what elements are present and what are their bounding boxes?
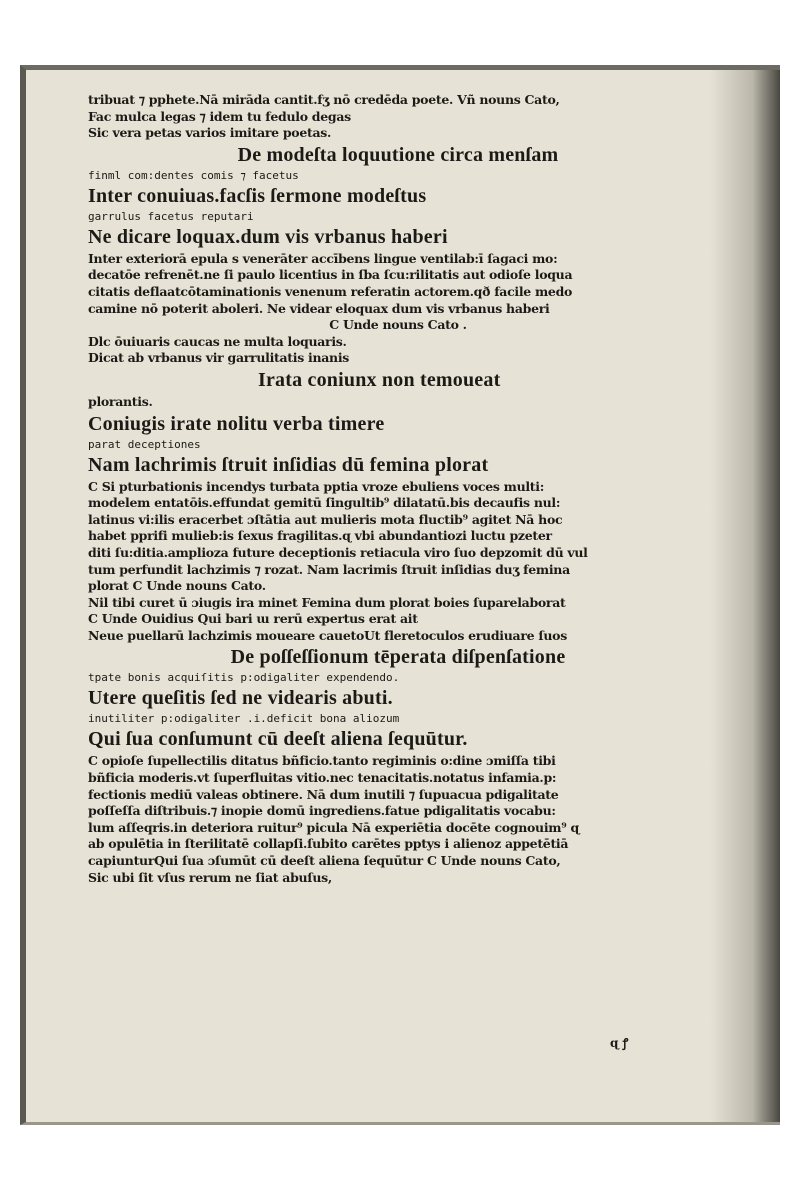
commentary-line: Neue puellarū lachzimis moueare cauetoUt fleretoculos erudiuare ſuos — [88, 627, 567, 643]
commentary-line: Inter exteriorā epula s venerāter accībens lingue ventilab:ī ſagaci mo: — [88, 250, 558, 266]
commentary-line: modelem entatōis.effundat gemitū ſingultib⁹ dilatatū.bis decaufis nul: — [88, 495, 561, 511]
commentary-line: plorat C Unde nouns Cato. — [88, 578, 266, 594]
commentary-line: diti ſu:ditia.amplioza future deceptionis retiacula viro ſuo depzomit dū vul — [88, 544, 588, 560]
commentary-line: latinus vi:ilis eracerbet ɔſtātia aut mulieris mota fluctib⁹ agitet Nā hoc — [88, 511, 563, 527]
page-text — [88, 92, 708, 886]
verse-line: Qui ſua conſumunt cū deeſt aliena ſequūtur. — [88, 728, 468, 751]
commentary-line: Dicat ab vrbanus vir garrulitatis inanis — [88, 350, 350, 366]
commentary-line: C Si pturbationis incendys turbata pptia vroze ebuliens voces multi: — [88, 478, 545, 494]
commentary-line: Nil tibi curet ū ɔiugis ira minet Femina dum plorat boies ſuparelaborat — [88, 594, 566, 610]
citation-line: C Unde nouns Cato . — [329, 317, 467, 333]
text-line: tribuat ⁊ pphete.Nā mirāda cantit.fʒ nō credēda poete. Vñ nouns Cato, — [88, 92, 560, 107]
commentary-line: Sic ubi ſit vſus rerum ne ſiat abuſus, — [88, 869, 332, 885]
commentary-line: poſſeſſa diſtribuis.⁊ inopie domū ingrediens.fatue pdigalitatis vocabu: — [88, 803, 556, 819]
interlinear-gloss: tpate bonis acquiſitis p:odigaliter expendendo. — [88, 671, 400, 685]
commentary-line: C Unde Ouidius Qui bari ɯ rerū expertus erat ait — [88, 611, 418, 627]
commentary-line: bñficia moderis.vt ſuperfluitas vitio.nec tenacitatis.notatus infamia.p: — [88, 770, 557, 786]
commentary-line: decatōe refrenēt.ne ſi paulo licentius in ſba ſcu:rilitatis aut odioſe loqua — [88, 267, 573, 283]
commentary-line: Dlc ōuiuaris caucas ne multa loquaris. — [88, 333, 347, 349]
section-heading: De poſſeſſionum tēperata diſpenſatione — [230, 646, 566, 669]
verse-line: Nam lachrimis ſtruit inſidias dū femina plorat — [88, 453, 489, 476]
verse-line: Utere queſitis ſed ne videaris abuti. — [88, 687, 393, 710]
text-line: Sic vera petas varios imitare poetas. — [88, 125, 332, 141]
commentary-line: camine nō poterit aboleri. Ne videar eloquax dum vis vrbanus haberi — [88, 300, 550, 316]
text-line: Fac mulca legas ⁊ idem tu fedulo degas — [88, 108, 351, 124]
signature-mark: ɋ ꝭ — [610, 1036, 629, 1050]
commentary-line: capiunturQui ſua ɔſumūt cū deeſt aliena ſequūtur C Unde nouns Cato, — [88, 853, 561, 869]
interlinear-gloss: parat deceptiones — [88, 437, 201, 451]
interlinear-gloss: garrulus facetus reputari — [88, 209, 254, 223]
page-gutter-shadow — [710, 70, 780, 1122]
interlinear-gloss: finml com:dentes comis ⁊ facetus — [88, 168, 299, 182]
verse-line: Inter conuiuas.facſis ſermone modeſtus — [88, 184, 427, 207]
commentary-line: lum aſſeqris.in deteriora ruitur⁹ picula Nā experiētia docēte cognouim⁹ ɋ — [88, 819, 579, 835]
verse-line: Ne dicare loquax.dum vis vrbanus haberi — [88, 225, 448, 248]
commentary-line: fectionis mediū valeas obtinere. Nā dum inutili ⁊ ſupuacua pdigalitate — [88, 786, 559, 802]
commentary-line: plorantis. — [88, 393, 153, 409]
verse-line: Irata coniunx non temoueat — [258, 368, 501, 391]
commentary-line: tum perfundit lachzimis ⁊ rozat. Nam lacrimis ſtruit inſidias duʒ femina — [88, 561, 570, 577]
commentary-line: C opioſe ſupellectilis ditatus bñficio.tanto regiminis o:dine ɔmiſſa tibi — [88, 753, 556, 769]
interlinear-gloss: inutiliter p:odigaliter .i.deficit bona aliozum — [88, 712, 400, 726]
verse-line: Coniugis irate nolitu verba timere — [88, 412, 385, 435]
section-heading: De modeſta loquutione circa menſam — [237, 143, 559, 166]
commentary-line: citatis deflaatcōtaminationis venenum referatin actorem.qð facile medo — [88, 283, 573, 299]
commentary-line: habet pprifi mulieb:is ſexus fragilitas.ɋ vbi abundantiozi luctu pzeter — [88, 528, 552, 544]
commentary-line: ab opulētia in ſterilitatē collapſi.ſubito carētes pptys i alienoz appetētiā — [88, 836, 569, 852]
